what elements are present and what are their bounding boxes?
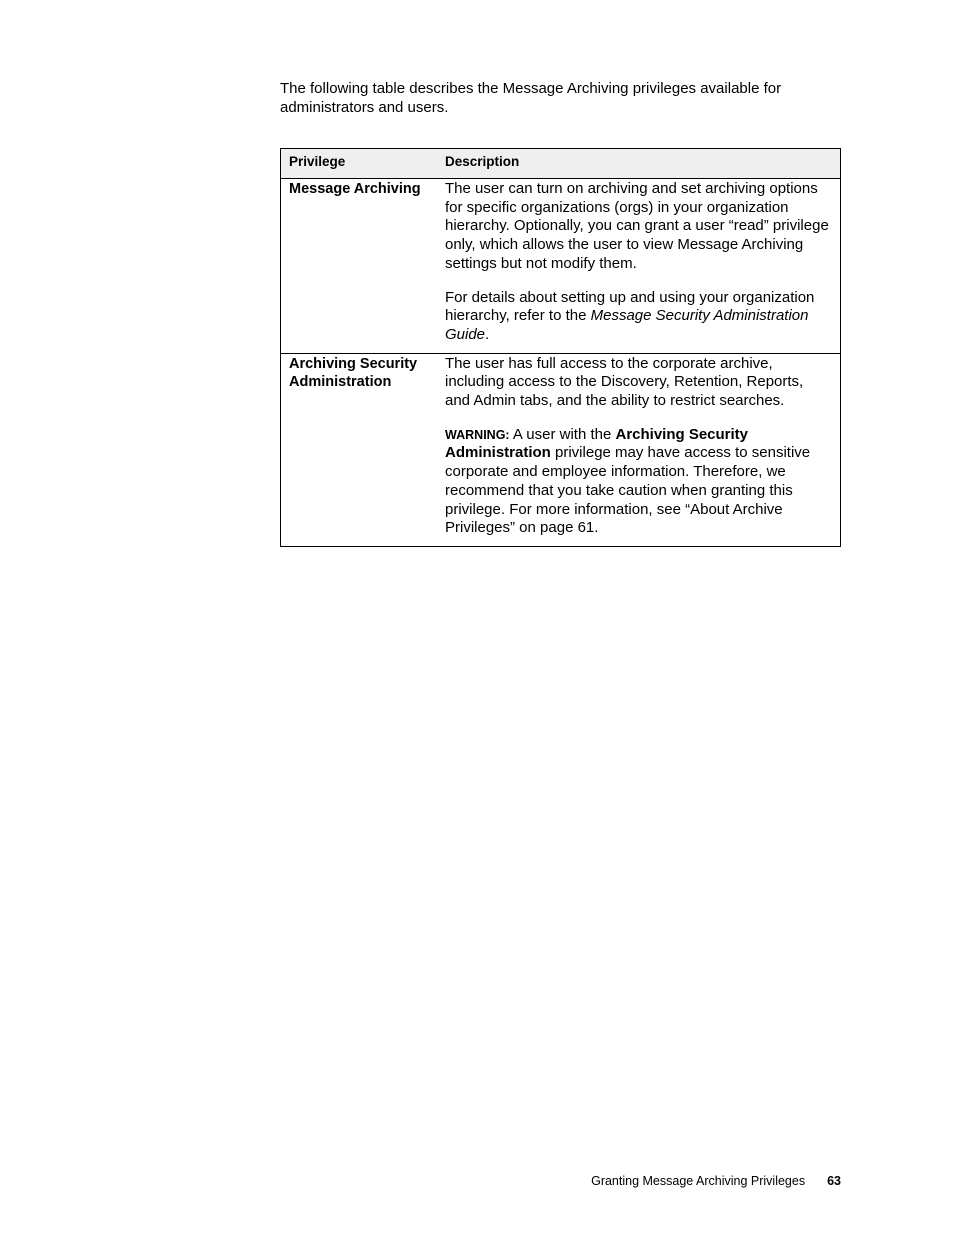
description-paragraph: The user can turn on archiving and set archiving options for specific organizations (orgs) in your organization hierarchy. Optionally, you can grant a user “read” privilege only, which allows the user to view Message Archiving settings but not modify them. xyxy=(445,180,829,272)
column-header-description: Description xyxy=(445,149,841,179)
description-paragraph xyxy=(445,289,832,345)
intro-paragraph: The following table describes the Message Archiving privileges available for administrators and users. xyxy=(280,80,782,116)
privilege-name xyxy=(281,353,446,546)
description-text: For details about setting up and using your organization hierarchy, refer to the xyxy=(445,288,815,325)
privilege-description xyxy=(445,179,841,354)
description-text: . xyxy=(485,325,490,343)
warning-label: WARNING: xyxy=(445,427,510,442)
privileges-table xyxy=(280,148,841,547)
privilege-name: Message Archiving xyxy=(281,179,446,354)
privilege-name-line: Administration xyxy=(289,374,392,391)
guide-title: Message Security Administration Guide xyxy=(445,307,809,343)
privilege-description xyxy=(445,353,841,546)
table-row xyxy=(281,179,841,354)
footer-title: Granting Message Archiving Privileges xyxy=(591,1174,806,1188)
warning-paragraph xyxy=(445,426,832,538)
description-paragraph: The user has full access to the corporate archive, including access to the Discovery, Retention, Reports, and Admin tabs, and the ability to restrict searches. xyxy=(445,354,804,410)
warning-text: privilege may have access to sensitive corporate and employee information. Therefore, we recommend that you take caution when granting this privilege. For more information, see “About Archive Privileges” on page 61. xyxy=(445,444,811,537)
warning-text: A user with the xyxy=(509,425,616,443)
column-header-privilege: Privilege xyxy=(281,149,446,179)
page-number: 63 xyxy=(827,1174,841,1188)
table-header-row xyxy=(281,149,841,179)
table-row xyxy=(281,353,841,546)
privilege-name-line: Archiving Security xyxy=(289,355,418,372)
privilege-reference: Archiving Security Administration xyxy=(445,425,749,462)
page-footer xyxy=(591,1174,841,1188)
